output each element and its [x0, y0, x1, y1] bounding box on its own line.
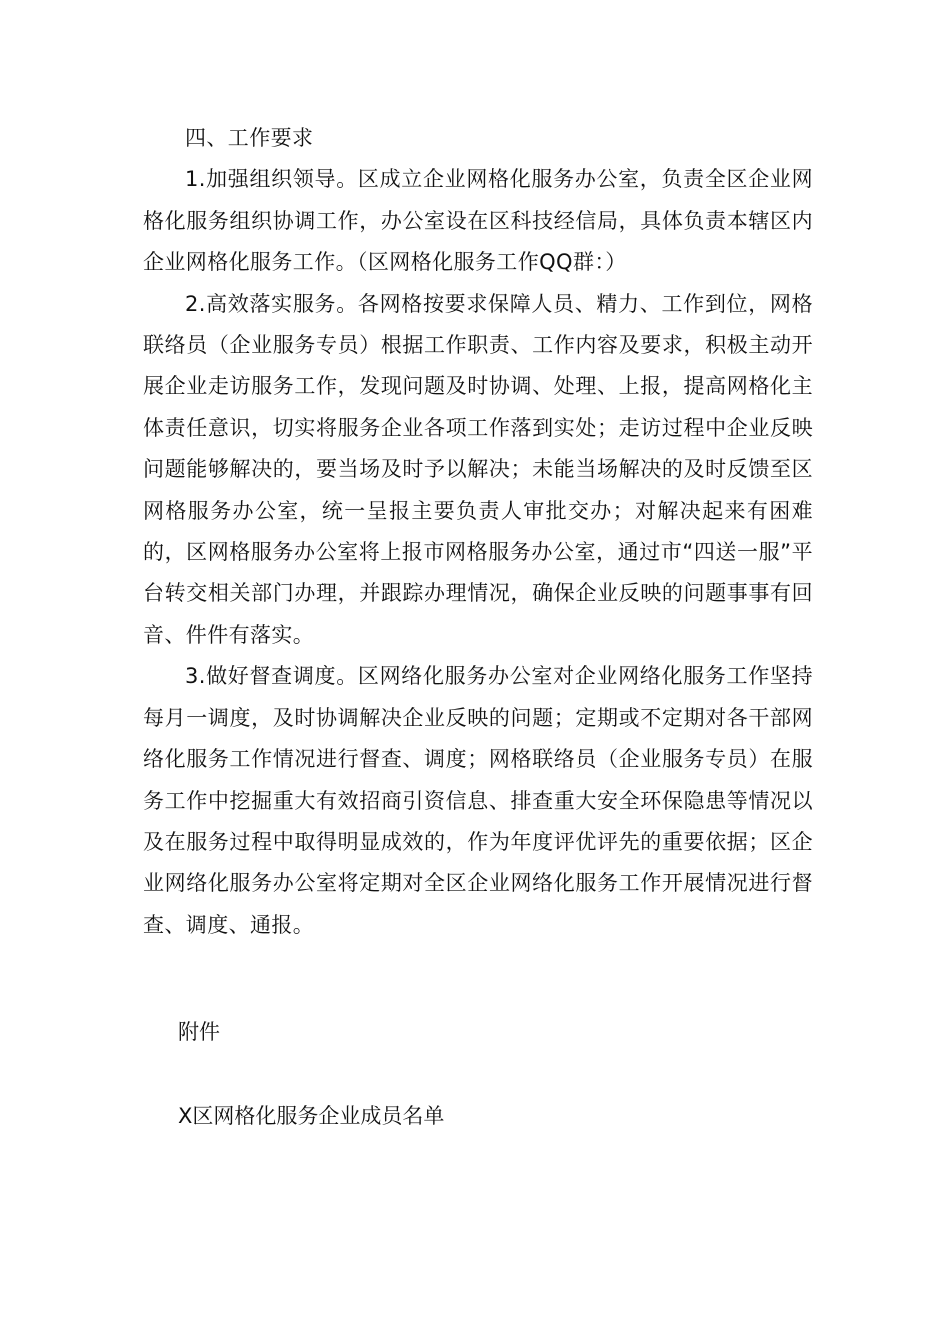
- attachment-label: 附件: [178, 1020, 220, 1044]
- paragraph-organization-leadership: 1.加强组织领导。区成立企业网格化服务办公室，负责全区企业网格化服务组织协调工作，办公室设在区科技经信局，具体负责本辖区内企业网格化服务工作。（区网格化服务工作QQ群：）: [143, 167, 813, 275]
- document-body: [143, 118, 813, 946]
- paragraph-service-implementation: 2.高效落实服务。各网格按要求保障人员、精力、工作到位，网格联络员（企业服务专员）根据工作职责、工作内容及要求，积极主动开展企业走访服务工作，发现问题及时协调、处理、上报，提高网格化主体责任意识，切实将服务企业各项工作落到实处；走访过程中企业反映问题能够解决的，要当场及时予以解决；未能当场解决的及时反馈至区网格服务办公室，统一呈报主要负责人审批交办；对解决起来有困难的，区网格服务办公室将上报市网格服务办公室，通过市“四送一服”平台转交相关部门办理，并跟踪办理情况，确保企业反映的问题事事有回音、件件有落实。: [143, 291, 813, 647]
- paragraph-supervision-scheduling: 3.做好督查调度。区网络化服务办公室对企业网络化服务工作坚持每月一调度，及时协调解决企业反映的问题；定期或不定期对各干部网络化服务工作情况进行督查、调度；网格联络员（企业服务专员）在服务工作中挖掘重大有效招商引资信息、排查重大安全环保隐患等情况以及在服务过程中取得明显成效的，作为年度评优评先的重要依据；区企业网络化服务办公室将定期对全区企业网络化服务工作开展情况进行督查、调度、通报。: [143, 664, 813, 937]
- attachment-title: X区网格化服务企业成员名单: [178, 1104, 445, 1128]
- section-heading: 四、工作要求: [185, 126, 314, 150]
